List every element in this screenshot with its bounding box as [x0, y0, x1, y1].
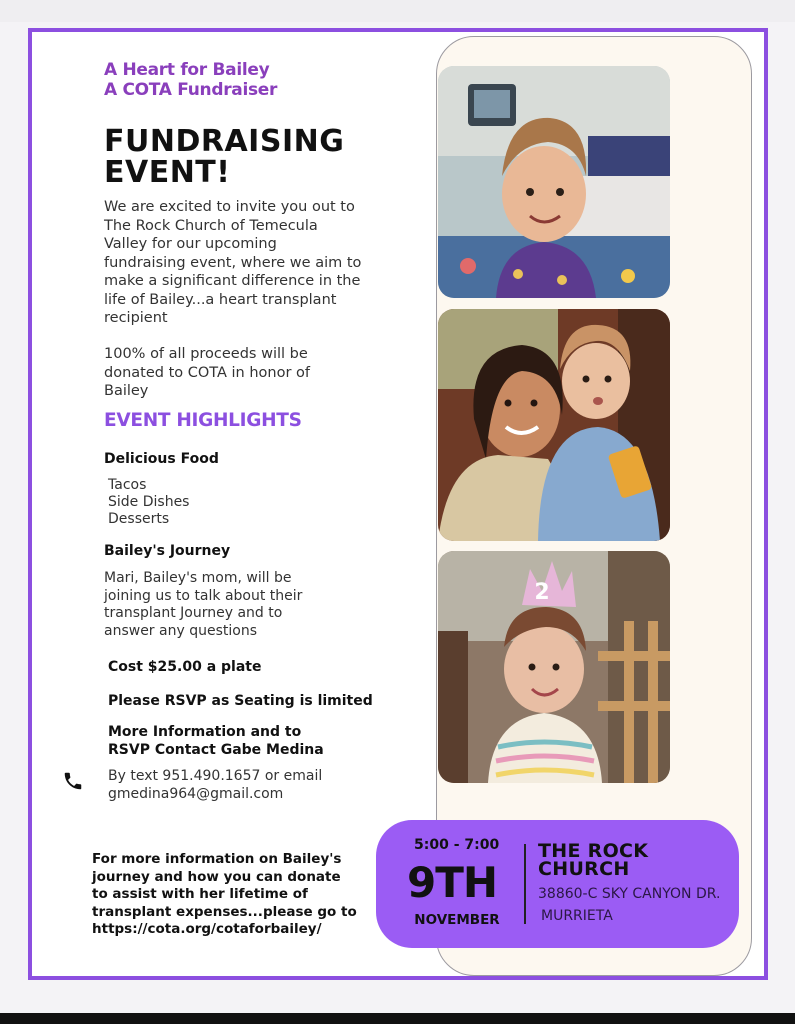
venue-address — [538, 883, 738, 927]
tagline-line-2: A COTA Fundraiser — [104, 80, 278, 100]
bottom-band — [0, 1013, 795, 1024]
photo-bailey-hospital — [438, 66, 670, 298]
journey-line: answer any questions — [104, 622, 257, 639]
photo-bailey-birthday — [438, 551, 670, 783]
page-title — [104, 126, 414, 188]
event-info-box — [376, 820, 739, 948]
event-month: NOVEMBER — [414, 912, 500, 928]
footer-line: to assist with her lifetime of — [92, 886, 308, 902]
journey-line: Mari, Bailey's mom, will be — [104, 570, 292, 586]
intro-line: life of Bailey...a heart transplant — [104, 291, 337, 308]
top-band — [0, 0, 795, 22]
intro-line: The Rock Church of Temecula — [104, 217, 318, 234]
contact-email[interactable]: gmedina964@gmail.com — [108, 786, 284, 802]
intro-paragraph — [104, 198, 361, 328]
rsvp-note: Please RSVP as Seating is limited — [108, 693, 373, 709]
venue-name — [538, 842, 648, 878]
event-divider — [524, 844, 526, 924]
footer-info — [92, 851, 372, 939]
food-item-side-dishes: Side Dishes — [108, 494, 190, 510]
intro-line: We are excited to invite you out to — [104, 199, 355, 215]
footer-line: transplant expenses...please go to — [92, 903, 357, 920]
footer-line: journey and how you can donate — [92, 868, 341, 885]
intro-line: recipient — [104, 310, 168, 326]
food-item-tacos: Tacos — [108, 477, 147, 493]
journey-label: Bailey's Journey — [104, 543, 231, 559]
venue-name-line-1: THE ROCK — [538, 840, 649, 862]
proceeds-paragraph — [104, 345, 310, 401]
contact-label-line-1: More Information and to — [108, 724, 302, 740]
phone-icon — [62, 770, 84, 792]
venue-name-line-2: CHURCH — [538, 858, 630, 880]
contact-label-line-2: RSVP Contact Gabe Medina — [108, 742, 324, 758]
venue-address-line-1: 38860-C SKY CANYON DR. — [538, 886, 721, 902]
event-highlights-heading: EVENT HIGHLIGHTS — [104, 410, 302, 431]
event-day: 9TH — [406, 858, 498, 907]
photo-bailey-with-mom — [438, 309, 670, 541]
tagline-line-1: A Heart for Bailey — [104, 60, 270, 80]
intro-line: make a significant difference in the — [104, 273, 361, 289]
intro-line: fundraising event, where we aim to — [104, 254, 362, 271]
contact-details — [108, 767, 322, 803]
contact-phone-line: By text 951.490.1657 or email — [108, 768, 323, 784]
food-label: Delicious Food — [104, 451, 219, 467]
proceeds-line: Bailey — [104, 383, 149, 399]
journey-paragraph — [104, 570, 302, 640]
svg-text:2: 2 — [534, 580, 550, 605]
intro-line: Valley for our upcoming — [104, 236, 277, 252]
footer-line: For more information on Bailey's — [92, 851, 342, 867]
proceeds-line: 100% of all proceeds will be — [104, 346, 308, 362]
footer-link[interactable]: https://cota.org/cotaforbailey/ — [92, 921, 322, 937]
event-time: 5:00 - 7:00 — [414, 837, 500, 853]
food-item-desserts: Desserts — [108, 511, 170, 527]
cost-text: Cost $25.00 a plate — [108, 659, 262, 675]
journey-line: joining us to talk about their — [104, 587, 303, 604]
contact-label — [108, 723, 324, 759]
venue-address-line-2: MURRIETA — [541, 908, 613, 924]
proceeds-line: donated to COTA in honor of — [104, 364, 311, 381]
title-line-1: FUNDRAISING — [104, 124, 345, 159]
title-line-2: EVENT! — [104, 155, 231, 190]
journey-line: transplant Journey and to — [104, 605, 283, 621]
